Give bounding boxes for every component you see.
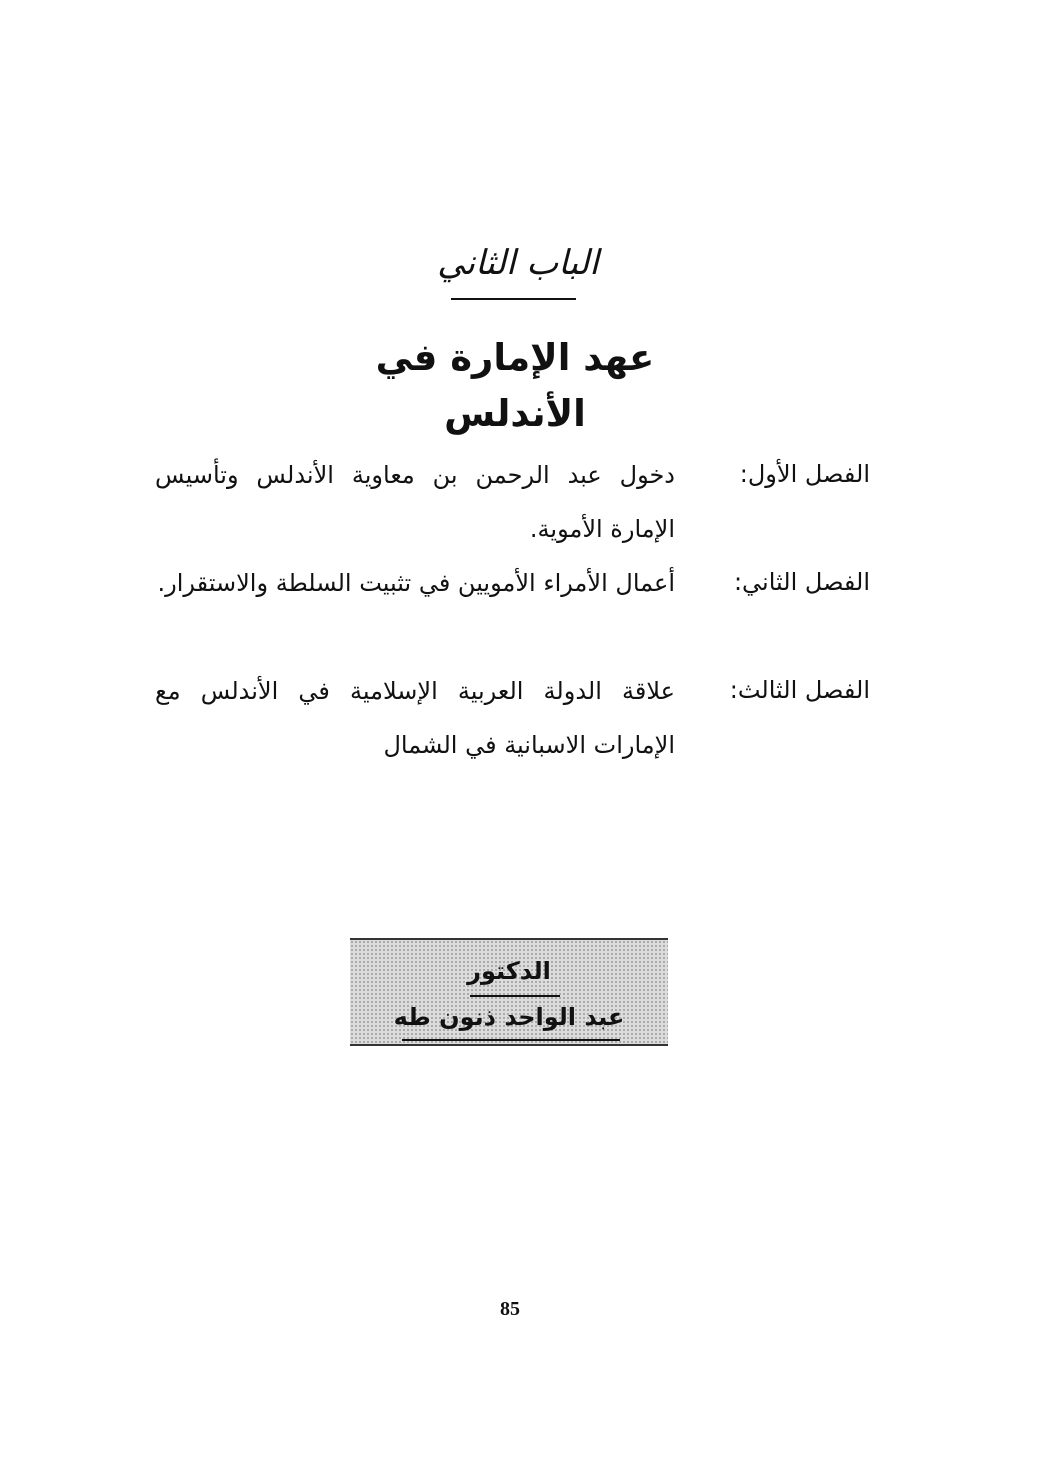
chapter-label: الفصل الأول: bbox=[739, 460, 870, 488]
part-label: الباب الثاني bbox=[437, 243, 599, 283]
part-title: عهد الإمارة في الأندلس bbox=[375, 336, 655, 435]
author-name: عبد الواحد ذنون طه bbox=[393, 1003, 625, 1031]
chapter-title: أعمال الأمراء الأمويين في تثبيت السلطة والاستقرار. bbox=[157, 569, 675, 597]
chapter-entry bbox=[150, 448, 870, 568]
chapter-entry bbox=[150, 664, 870, 784]
chapter-label: الفصل الثالث: bbox=[729, 676, 870, 704]
author-title: الدكتور bbox=[467, 957, 551, 985]
author-box bbox=[350, 938, 668, 1046]
chapter-entry bbox=[150, 556, 870, 676]
author-name-underline bbox=[402, 1039, 620, 1041]
part-label-underline bbox=[451, 298, 576, 300]
chapter-label: الفصل الثاني: bbox=[733, 568, 870, 596]
chapter-title: علاقة الدولة العربية الإسلامية في الأندلس مع الإمارات الاسبانية في الشمال bbox=[155, 677, 675, 759]
author-title-underline bbox=[470, 995, 560, 997]
page-number: 85 bbox=[500, 1298, 520, 1320]
chapter-title: دخول عبد الرحمن بن معاوية الأندلس وتأسيس الإمارة الأموية. bbox=[155, 461, 675, 543]
